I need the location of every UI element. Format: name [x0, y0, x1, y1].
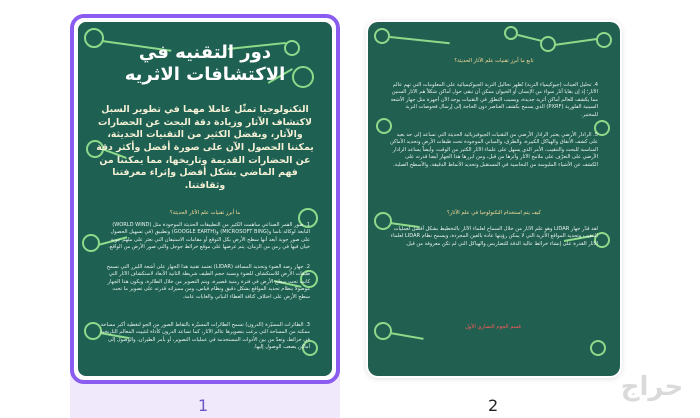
- decor-circle: [590, 340, 606, 356]
- decor-line: [390, 36, 450, 44]
- decor-line: [390, 332, 424, 339]
- list-item: 3. الطائرات المسيّرة (الدرون) تسمح الطائرات المسيّرة بالتقاط الصور من الجو لتغطية أكبر مساحة ممكنة من المساحة التي يرغب بتصويرها عالم الآثار، كما تساعد الدرون كأداة لتثبيت المعالم التاريخية في خرائط، وتعدّ من بين الأدوات المستخدمة في عمليات التصوير، أو بأمر الطيران، والوصول إلى أماكن يصعب الوصول إليها.: [100, 322, 310, 351]
- decor-line: [554, 38, 598, 46]
- list-item: 5. الرادار الأرضي يعتبر الرادار الأرضي من التقنيات الجيوفيزيائية الحديثة التي تساعد إلى حد بعيد على كشف الأنفاق والهياكل الكبيرة، والطرق، والمباني الموجودة تحت طبقات الأرض وتحديد الأماكن المناسبة للبحث والتنقيب، الأمر الذي يسهل على علماء الآثار الكثير من الوقت، وأيضاً يساعد الرادار الأرضي على التعرّف على ملامح الآثار وأثرها من قبل، ومن ابرزها هذا الجهاز أيضا قدرته على الكشف عن الأشياء الملبوسة من النحاسية في المستقبل وتحديد الأنماط الدقيقة، والأسطح الصلبة.: [390, 132, 598, 168]
- page-thumbnail-2[interactable]: [366, 20, 622, 378]
- decor-line: [518, 34, 542, 41]
- body-paragraph: لقد قدّر جهاز LIDAR وهو علم الآثار من خلال السماح لعلماء الآثار بالتخطيط بشكل أفضل لعمليات التنقيب وتحديد المواقع الأثرية التي لا يمكن رؤيتها عادة بالعين المجردة، ويسمح نظام LIDAR لعلماء الآثار القدرة على إنشاء خرائط عالية الدقة للتضاريس والهياكل التي لم تكن معروفة من قبل.: [390, 226, 598, 247]
- page-number-2[interactable]: 2: [488, 396, 499, 415]
- list-item: 4. تحليل العينات (جيوكيمياء التربة) تُظهر تحاليل التربة الجيوكيميائية على المعلومات التي تهم عالم الآثار؛ إذ إن بقايا آثار سواء من الإنسان أو الحيوان ممكن أن تبقى حول أماكن شكلاً هم الآثار السنين مما يكشف للعالم أماكن أثرية جديدة، ويسبب التطوّر في التقنيات يوجد الآن أجهزة مثل جهاز الأشعة السينية الفلورية (PXRF) الذي يسمح بكشف العناصر دون الحاجة إلى إرسال فحوصات التربة للمختبر.: [390, 82, 598, 118]
- list-item: 2. جهاز رصد الضوء وتحديد المسافة (LIDAR) تعتمد تقنية هذا الجهاز على أشعة الليزر التي تسمح طبقات الأرض للاستكشاف للضوء ونسبة حجم الطيف شريطة الثانية الأبعاد لاستكشاف الآثار التي كانت تحت سطح الأرض في فترة زمنية قصيرة، ويتم التصوير من خلال الطائرة، ويكون هذا الجهاز موصولا بنظام تحديد المواقع بشكل دقيق ونظام قياس، ومن مميزاته قدرته على تصوير ما تحت سطح الأرض على اختلاف كثافة الغطاء النباتي والغابات عامة.: [106, 264, 310, 300]
- watermark-logo: حراج: [620, 372, 684, 402]
- section-heading: تابع ما أبرز تقنيات علم الآثار الحديثة؟: [454, 58, 534, 64]
- page-number-1[interactable]: 1: [198, 396, 209, 415]
- page-1-content: [78, 22, 332, 376]
- decor-circle: [374, 28, 390, 44]
- section-heading: ما أبرز تقنيات علم الآثار الحديثة؟: [169, 210, 241, 216]
- page-2-content: [368, 22, 620, 376]
- page-title: دور التقنيه في الاكتشافات الاثريه: [124, 42, 286, 85]
- intro-paragraph: التكنولوجيا تمثّل عاملا مهما في تطوير السبل لاكتشاف الآثار وزيادة دقة البحث عن الحضارات والآثار، وبفضل الكثير من التقنيات الحديثة، يمكننا الحصول الآن على صورة أفضل وأكثر دقة عن الحضارات القديمة وتاريخها، مما يمكننا من فهم الماضي بشكل أفضل وإثراء معرفتنا وثقافتنا.: [96, 104, 314, 192]
- section-heading: كيف يتم استخدام التكنولوجيا في علم الآثار؟: [447, 210, 541, 216]
- author-note: قسم الجوم النصاري الأول: [465, 324, 521, 330]
- decor-circle: [596, 32, 612, 48]
- page-thumbnail-1[interactable]: [70, 14, 340, 384]
- decor-circle: [504, 26, 518, 40]
- list-item: 1. صور القمر الصناعي ساهمت الكثير من التطبيقات الحديثة الموجودة مثل (WORLD WIND) التابعة لوكالة ناسا و(MICROSOFT BING) و(GOOGLE EARTH) وتطبيق (في تسهيل الحصول على صور جوية أبعد أنها سطح الأرض بكل التوقع أو مقامات الاستيفان التي تعثر على ملهم جوية خيان فيها في زمن من الزمان، يتم عرضها على موقع خرائط جوجل والتي صور الأرض من الواقع.: [108, 222, 310, 251]
